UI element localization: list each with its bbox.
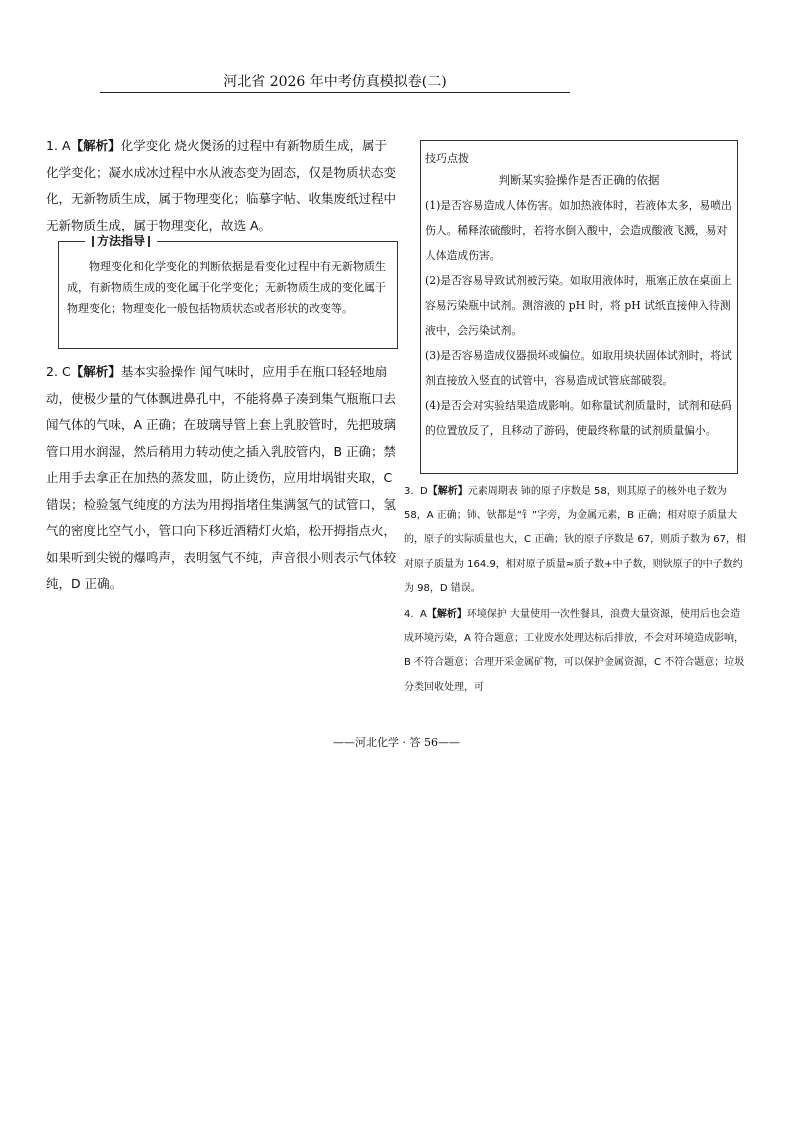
question-4 bbox=[404, 603, 750, 700]
analysis-tag: 【解析】 bbox=[70, 364, 121, 379]
tips-title: 技巧点拨 bbox=[425, 152, 469, 165]
answer-letter: D bbox=[420, 486, 428, 497]
tips-heading: 判断某实验操作是否正确的依据 bbox=[498, 173, 660, 187]
question-text: 元素周期表 铈的原子序数是 58，则其原子的核外电子数为 58，A 正确；铈、钬都是“钅”字旁，为金属元素，B 正确；相对原子质量大的，原子的实际质量也大，C 正确；钬的原子序数是 67，则质子数为 67，相对原子质量为 164.9，相对原子质量≈质子数+中子数，则钬原子的中子数约为 98，D 错误。 bbox=[404, 486, 746, 594]
answer-letter: C bbox=[62, 364, 71, 379]
tip-item: (3)是否容易造成仪器损坏或偏位。如取用块状固体试剂时，将试剂直接放入竖直的试管中，容易造成试管底部破裂。 bbox=[425, 349, 732, 387]
question-text: 环境保护 大量使用一次性餐具，浪费大量资源，使用后也会造成环境污染，A 符合题意；工业废水处理达标后排放，不会对环境造成影响，B 不符合题意；合理开采金属矿物，可以保护金属资源，C 不符合题意；垃圾分类回收处理，可 bbox=[404, 609, 745, 693]
question-2 bbox=[46, 359, 398, 598]
page-footer: ——河北化学 · 答 56—— bbox=[333, 736, 460, 749]
answer-letter: A bbox=[62, 138, 71, 153]
question-3 bbox=[404, 480, 750, 601]
question-text: 化学变化 烧火煲汤的过程中有新物质生成，属于化学变化；凝水成冰过程中水从液态变为固态，仅是物质状态变化，无新物质生成，属于物理变化；临摹字帖、收集废纸过程中无新物质生成，属于物理变化，故选 A。 bbox=[46, 138, 397, 233]
tip-item: (4)是否会对实验结果造成影响。如称量试剂质量时，试剂和砝码的位置放反了，且移动了游码，使最终称量的试剂质量偏小。 bbox=[425, 399, 732, 437]
question-number: 1. bbox=[46, 138, 58, 153]
question-number: 4. bbox=[404, 609, 414, 621]
page-title: 河北省 2026 年中考仿真模拟卷(二) bbox=[100, 72, 570, 93]
answer-letter: A bbox=[420, 609, 427, 621]
left-column bbox=[46, 133, 398, 598]
analysis-tag: 【解析】 bbox=[426, 609, 467, 621]
analysis-tag: 【解析】 bbox=[427, 486, 468, 497]
analysis-tag: 【解析】 bbox=[70, 138, 121, 153]
question-1 bbox=[46, 133, 398, 239]
tip-item: (2)是否容易导致试剂被污染。如取用液体时，瓶塞正放在桌面上容易污染瓶中试剂。测溶液的 pH 时，将 pH 试纸直接伸入待测液中，会污染试剂。 bbox=[425, 274, 732, 337]
question-text: 基本实验操作 闻气味时，应用手在瓶口轻轻地扇动，使极少量的气体飘进鼻孔中，不能将鼻子凑到集气瓶瓶口去闻气体的气味，A 正确；在玻璃导管上套上乳胶管时，先把玻璃管口用水润湿，然后稍用力转动使之插入乳胶管内，B 正确；禁止用手去拿正在加热的蒸发皿，防止烫伤，应用坩埚钳夹取，C 错误；检验氢气纯度的方法为用拇指堵住集满氢气的试管口，氢气的密度比空气小，管口向下移近酒精灯火焰，松开拇指点火，如果听到尖锐的爆鸣声，表明氢气不纯，声音很小则表示气体较纯，D 正确。 bbox=[46, 364, 397, 591]
question-number: 2. bbox=[46, 364, 58, 379]
tips-box bbox=[420, 140, 738, 474]
tip-item: (1)是否容易造成人体伤害。如加热液体时，若液体太多，易喷出伤人。稀释浓硫酸时，若将水倒入酸中，会造成酸液飞溅，易对人体造成伤害。 bbox=[425, 199, 732, 262]
method-guide-box bbox=[58, 234, 398, 349]
question-number: 3. bbox=[404, 486, 414, 497]
method-guide-label: 方法指导 bbox=[85, 232, 157, 250]
right-column bbox=[404, 480, 750, 700]
method-guide-text: 物理变化和化学变化的判断依据是看变化过程中有无新物质生成，有新物质生成的变化属于化学变化；无新物质生成的变化属于物理变化；物理变化一般包括物质状态或者形状的改变等。 bbox=[67, 260, 386, 315]
